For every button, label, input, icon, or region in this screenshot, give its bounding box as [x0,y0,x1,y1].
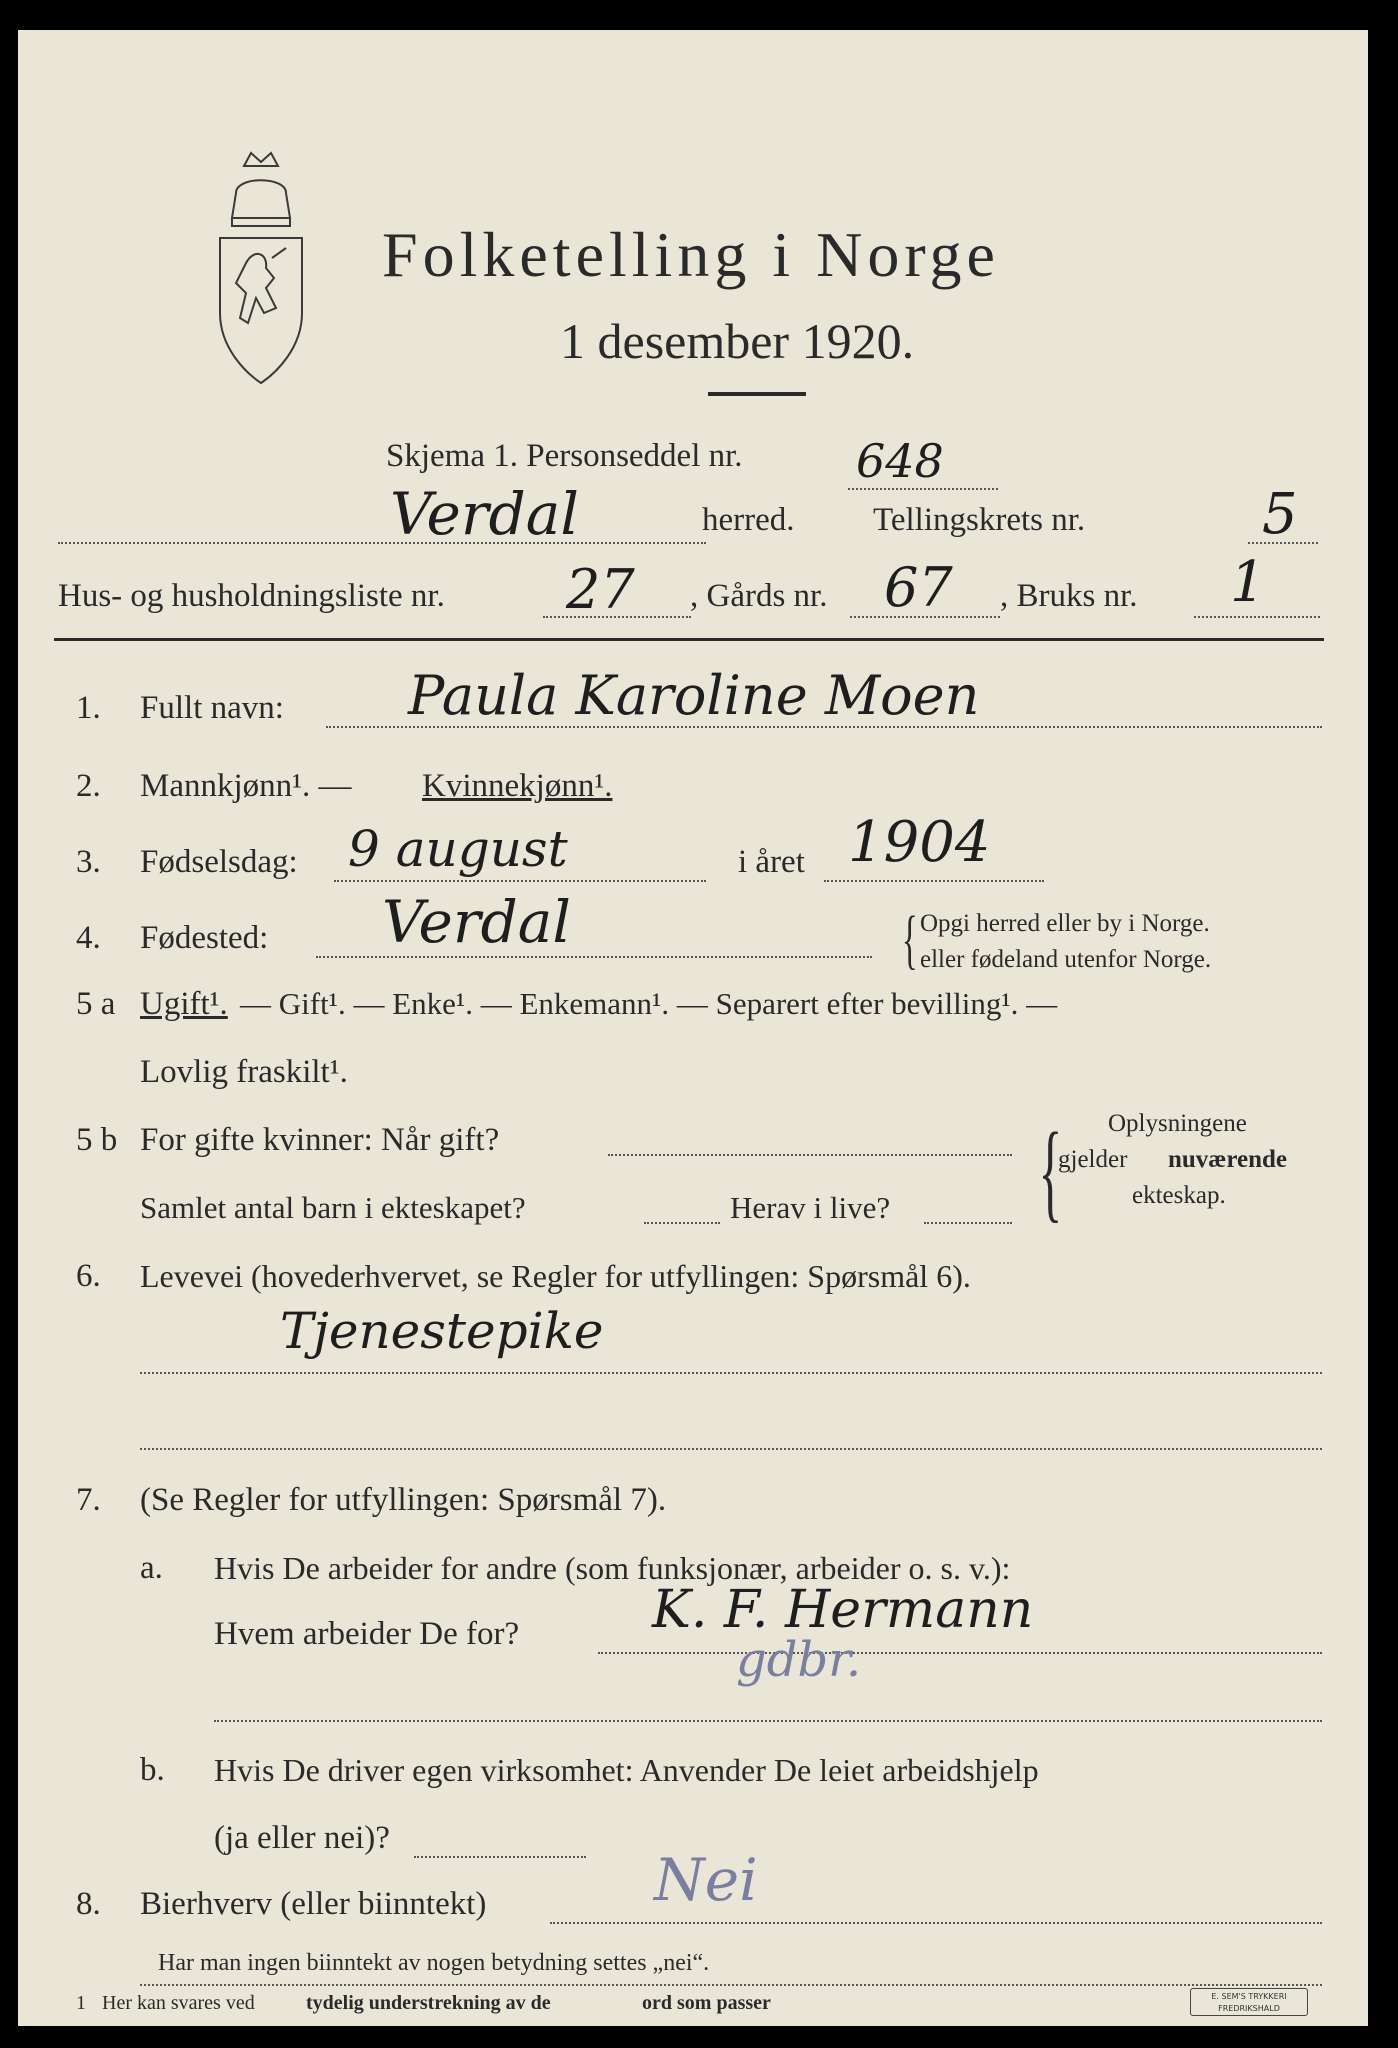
bruks-value: 1 [1230,550,1266,615]
employer-value: K. F. Hermann [652,1580,1034,1640]
q7a-line2: Hvem arbeider De for? [214,1616,520,1652]
household-list-value: 27 [566,558,635,621]
schema-label: Skjema 1. Personseddel nr. [386,438,743,474]
info-note-line2a: gjelder [1058,1146,1128,1173]
q7-label: (Se Regler for utfyllingen: Spørsmål 7). [140,1482,667,1518]
herred-field[interactable] [58,542,706,544]
q4-number: 4. [76,920,101,956]
bruks-field[interactable] [1194,616,1320,618]
q7b-line2: (ja eller nei)? [214,1820,390,1856]
q3-label: Fødselsdag: [140,844,298,880]
q7b-line1: Hvis De driver egen virksomhet: Anvender De leiet arbeidshjelp [214,1752,1039,1788]
coat-of-arms-icon [206,148,316,388]
employer-field-line2[interactable] [214,1720,1322,1722]
unmarried-option-underlined[interactable]: Ugift¹. [140,986,228,1022]
side-income-field[interactable] [550,1922,1322,1924]
q8-label: Bierhverv (eller biinntekt) [140,1886,487,1922]
q1-label: Fullt navn: [140,690,284,726]
birthday-value: 9 august [348,820,568,878]
census-form-sheet [18,30,1368,2026]
tellingskrets-label: Tellingskrets nr. [873,502,1086,538]
brace-icon-2: { [1038,1110,1063,1232]
hired-help-field[interactable] [414,1856,586,1858]
herred-value: Verdal [390,480,579,548]
schema-number-field[interactable] [848,488,998,490]
title-divider [708,392,806,396]
schema-number-value: 648 [856,434,944,488]
footer-note: Har man ingen biinntekt av nogen betydning settes „nei“. [158,1950,710,1976]
divorced-option[interactable]: Lovlig fraskilt¹. [140,1054,348,1090]
footnote-text-c: ord som passer [642,1992,771,2014]
birthplace-value: Verdal [382,888,571,956]
q1-number: 1. [76,690,101,726]
header-divider [54,638,1324,641]
occupation-field-line2[interactable] [140,1448,1322,1450]
children-alive-field[interactable] [924,1222,1012,1224]
q7a-line1: Hvis De arbeider for andre (som funksjonær, arbeider o. s. v.): [214,1550,1011,1586]
info-note-line2b: nuværende [1168,1146,1288,1173]
female-option-underlined[interactable]: Kvinnekjønn¹. [422,768,613,804]
birthplace-field[interactable] [316,956,872,958]
employer-field[interactable] [598,1652,1322,1654]
employer-pencil-note: gdbr. [736,1632,862,1688]
printer-stamp-line2: FREDRIKSHALD [1218,2004,1280,2013]
married-when-label: For gifte kvinner: Når gift? [140,1122,500,1158]
footnote-text-a: Her kan svares ved [102,1992,255,2014]
birth-year-value: 1904 [848,810,991,875]
q7-number: 7. [76,1482,101,1518]
q3-number: 3. [76,844,101,880]
tellingskrets-value: 5 [1262,482,1298,547]
children-total-label: Samlet antal barn i ekteskapet? [140,1190,526,1225]
q5a-number: 5 a [76,986,116,1022]
info-note-line3: ekteskap. [1132,1182,1226,1209]
brace-icon: { [901,903,918,976]
bruks-label: , Bruks nr. [1000,578,1138,614]
footnote-text-b: tydelig understrekning av de [306,1992,551,2014]
q6-number: 6. [76,1258,101,1294]
form-title: Folketelling i Norge [382,219,1000,290]
birth-year-field[interactable] [824,880,1044,882]
q2-number: 2. [76,768,101,804]
children-alive-label: Herav i live? [730,1190,891,1225]
q4-label: Fødested: [140,920,269,956]
birthplace-note-line1: Opgi herred eller by i Norge. [920,910,1210,937]
children-total-field[interactable] [644,1222,720,1224]
gards-value: 67 [884,556,953,619]
marital-status-options[interactable]: — Gift¹. — Enke¹. — Enkemann¹. — Separert efter bevilling¹. — [240,986,1058,1021]
occupation-field-line1[interactable] [140,1372,1322,1374]
q8-number: 8. [76,1886,101,1922]
printer-stamp [1190,1988,1308,2016]
side-income-value: Nei [654,1846,758,1914]
q6-label: Levevei (hovederhvervet, se Regler for utfyllingen: Spørsmål 6). [140,1258,971,1294]
printer-stamp-line1: E. SEM'S TRYKKERI [1211,1992,1287,2001]
gards-label: , Gårds nr. [690,578,828,614]
q5b-number: 5 b [76,1122,118,1158]
birthday-field[interactable] [334,880,706,882]
q7a-letter: a. [140,1550,163,1586]
year-label: i året [738,844,805,880]
full-name-value: Paula Karoline Moen [408,664,980,727]
q7b-letter: b. [140,1752,165,1788]
married-when-field[interactable] [608,1154,1012,1156]
side-income-field-line2[interactable] [140,1984,1322,1986]
household-list-label: Hus- og husholdningsliste nr. [58,578,445,614]
census-date: 1 desember 1920. [560,313,915,369]
male-option[interactable]: Mannkjønn¹. — [140,768,352,804]
birthplace-note-line2: eller fødeland utenfor Norge. [920,946,1212,973]
footnote-number: 1 [76,1992,86,2014]
info-note-line1: Oplysningene [1108,1110,1247,1137]
herred-label: herred. [702,502,795,538]
occupation-value: Tjenestepike [280,1302,604,1360]
